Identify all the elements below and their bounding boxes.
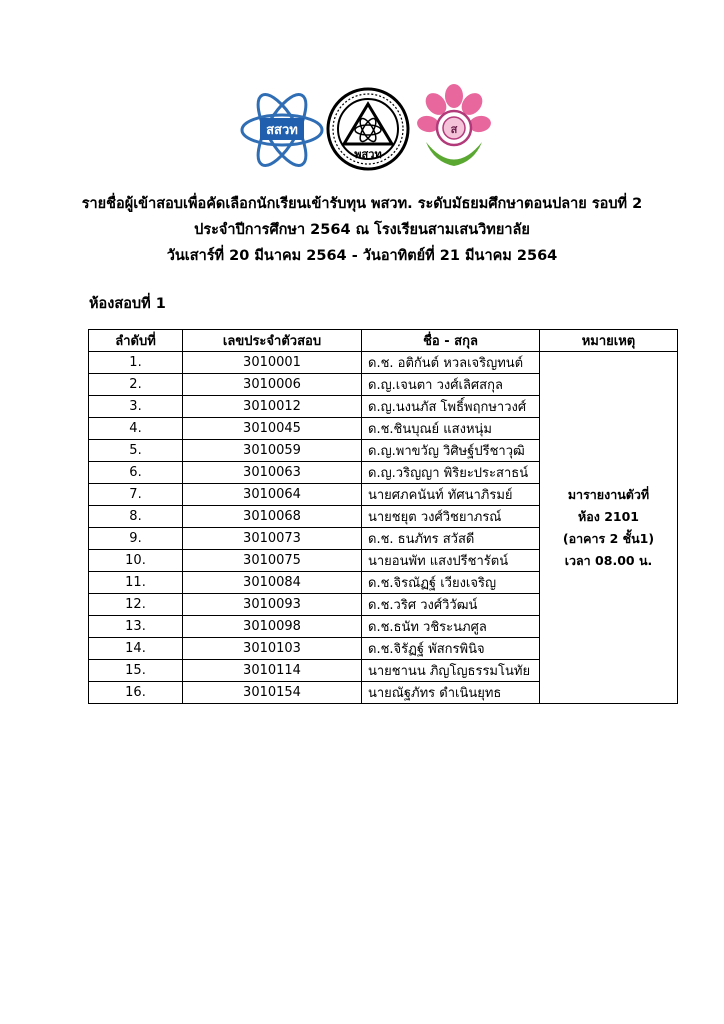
row-exam-id: 3010001 xyxy=(183,352,362,374)
header-exam-id: เลขประจำตัวสอบ xyxy=(183,330,362,352)
header-order: ลำดับที่ xyxy=(89,330,183,352)
row-exam-id: 3010059 xyxy=(183,440,362,462)
row-order: 4. xyxy=(89,418,183,440)
row-name: ด.ช. อติกันต์ หวลเจริญทนต์ xyxy=(362,352,540,374)
remark-line: มารายงานตัวที่ xyxy=(567,486,650,502)
row-order: 10. xyxy=(89,550,183,572)
row-name: ด.ญ.นงนภัส โพธิ์พฤกษาวงศ์ xyxy=(362,396,540,418)
row-exam-id: 3010114 xyxy=(183,660,362,682)
swt-logo-text: สสวท xyxy=(266,123,298,138)
swt-atom-logo xyxy=(238,86,326,174)
row-order: 15. xyxy=(89,660,183,682)
row-order: 9. xyxy=(89,528,183,550)
document-title: รายชื่อผู้เข้าสอบเพื่อคัดเลือกนักเรียนเข้ารับทุน พสวท. ระดับมัธยมศึกษาตอนปลาย รอบที่ 2 xyxy=(81,196,643,212)
row-exam-id: 3010045 xyxy=(183,418,362,440)
posn-logo xyxy=(322,86,414,172)
row-order: 7. xyxy=(89,484,183,506)
row-name: ด.ช.ธนัท วชิระนภศูล xyxy=(362,616,540,638)
row-exam-id: 3010103 xyxy=(183,638,362,660)
row-name: ด.ช.จิรัฏฐ์ พัสกรพินิจ xyxy=(362,638,540,660)
school-emblem-logo xyxy=(414,82,494,174)
table-header-row xyxy=(89,330,678,352)
document-subtitle: ประจำปีการศึกษา 2564 ณ โรงเรียนสามเสนวิทยาลัย xyxy=(194,222,530,238)
row-order: 16. xyxy=(89,682,183,704)
row-name: นายชยุต วงศ์วิชยาภรณ์ xyxy=(362,506,540,528)
row-order: 1. xyxy=(89,352,183,374)
candidate-table xyxy=(88,329,678,704)
row-order: 14. xyxy=(89,638,183,660)
remark-line: ห้อง 2101 xyxy=(578,508,639,524)
header-name: ชื่อ - สกุล xyxy=(362,330,540,352)
row-order: 11. xyxy=(89,572,183,594)
posn-logo-text: พสวท xyxy=(354,148,382,161)
row-name: นายชานน ภิญโญธรรมโนทัย xyxy=(362,660,540,682)
table-row xyxy=(89,352,678,374)
svg-text:ส: ส xyxy=(450,123,458,136)
row-exam-id: 3010075 xyxy=(183,550,362,572)
remark-cell xyxy=(540,352,678,704)
row-name: ด.ญ.วริญญา พิริยะประสาธน์ xyxy=(362,462,540,484)
row-order: 12. xyxy=(89,594,183,616)
row-order: 6. xyxy=(89,462,183,484)
row-exam-id: 3010064 xyxy=(183,484,362,506)
row-exam-id: 3010093 xyxy=(183,594,362,616)
logo-row xyxy=(0,86,724,174)
row-name: นายณัฐภัทร ดำเนินยุทธ xyxy=(362,682,540,704)
exam-room-label: ห้องสอบที่ 1 xyxy=(89,296,166,312)
row-exam-id: 3010063 xyxy=(183,462,362,484)
row-name: ด.ญ.พาขวัญ วิศิษฐ์ปรีชาวุฒิ xyxy=(362,440,540,462)
row-exam-id: 3010073 xyxy=(183,528,362,550)
row-exam-id: 3010098 xyxy=(183,616,362,638)
row-name: ด.ช. ธนภัทร สวัสดี xyxy=(362,528,540,550)
exam-dates: วันเสาร์ที่ 20 มีนาคม 2564 - วันอาทิตย์ที่ 21 มีนาคม 2564 xyxy=(166,248,558,264)
row-name: นายอนพัท แสงปรีชารัตน์ xyxy=(362,550,540,572)
row-order: 3. xyxy=(89,396,183,418)
row-exam-id: 3010154 xyxy=(183,682,362,704)
row-order: 2. xyxy=(89,374,183,396)
remark-line: เวลา 08.00 น. xyxy=(564,552,653,568)
row-exam-id: 3010084 xyxy=(183,572,362,594)
row-order: 13. xyxy=(89,616,183,638)
row-name: ด.ญ.เจนตา วงศ์เลิศสกุล xyxy=(362,374,540,396)
row-name: ด.ช.จิรณัฏฐ์ เวียงเจริญ xyxy=(362,572,540,594)
row-name: นายศภคนันท์ ทัศนาภิรมย์ xyxy=(362,484,540,506)
row-order: 8. xyxy=(89,506,183,528)
row-exam-id: 3010068 xyxy=(183,506,362,528)
row-exam-id: 3010012 xyxy=(183,396,362,418)
header-remark: หมายเหตุ xyxy=(540,330,678,352)
remark-line: (อาคาร 2 ชั้น1) xyxy=(562,530,655,546)
row-order: 5. xyxy=(89,440,183,462)
row-name: ด.ช.วริศ วงศ์วิวัฒน์ xyxy=(362,594,540,616)
row-exam-id: 3010006 xyxy=(183,374,362,396)
row-name: ด.ช.ชินบุณย์ แสงหนุ่ม xyxy=(362,418,540,440)
